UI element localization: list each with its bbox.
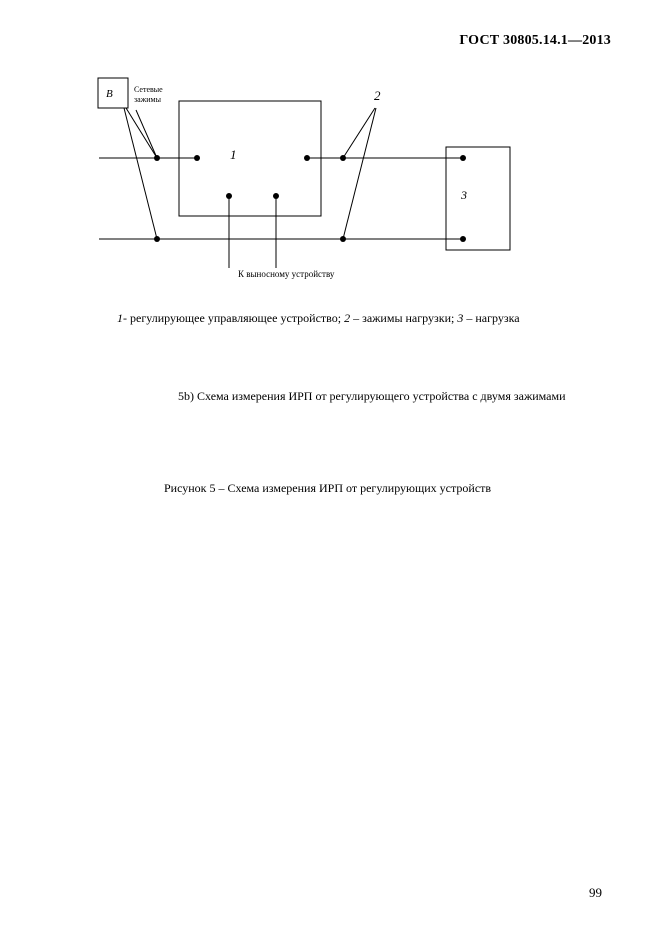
figure-legend (117, 311, 520, 326)
leader-b-bottom (124, 108, 157, 239)
figure-caption: Рисунок 5 – Схема измерения ИРП от регулирующих устройств (164, 481, 492, 495)
label-mains-1: Сетевые (134, 85, 163, 94)
terminal-mains-top (154, 155, 160, 161)
page-number: 99 (589, 885, 602, 900)
label-box-1: 1 (230, 147, 237, 162)
terminal-device-out (304, 155, 310, 161)
terminal-load-box-bottom (460, 236, 466, 242)
legend-number-2: 2 (344, 311, 351, 325)
terminal-load-bottom (340, 236, 346, 242)
legend-number-3: 3 (457, 311, 464, 325)
legend-number-1: 1 (117, 311, 123, 325)
figure-subcaption: 5b) Схема измерения ИРП от регулирующего устройства с двумя зажимами (178, 389, 566, 403)
label-remote: К выносному устройству (238, 269, 335, 279)
document-header: ГОСТ 30805.14.1—2013 (459, 33, 611, 48)
terminal-device-in (194, 155, 200, 161)
terminal-load-box-top (460, 155, 466, 161)
terminal-remote-1 (226, 193, 232, 199)
legend-text-3: – нагрузка (463, 311, 520, 325)
legend-text-1: - регулирующее управляющее устройство; (123, 311, 345, 325)
circuit-diagram (0, 0, 661, 300)
label-mains-2: зажимы (134, 95, 161, 104)
box-1 (179, 101, 321, 216)
leader-2-bottom (343, 108, 376, 239)
terminal-load-top (340, 155, 346, 161)
legend-text-2: – зажимы нагрузки; (350, 311, 458, 325)
label-2: 2 (374, 88, 381, 103)
leader-mains (136, 110, 157, 158)
terminal-remote-2 (273, 193, 279, 199)
terminal-mains-bottom (154, 236, 160, 242)
box-3 (446, 147, 510, 250)
box-b (98, 78, 128, 108)
label-box-3: 3 (461, 188, 467, 202)
label-box-b: B (106, 88, 113, 100)
